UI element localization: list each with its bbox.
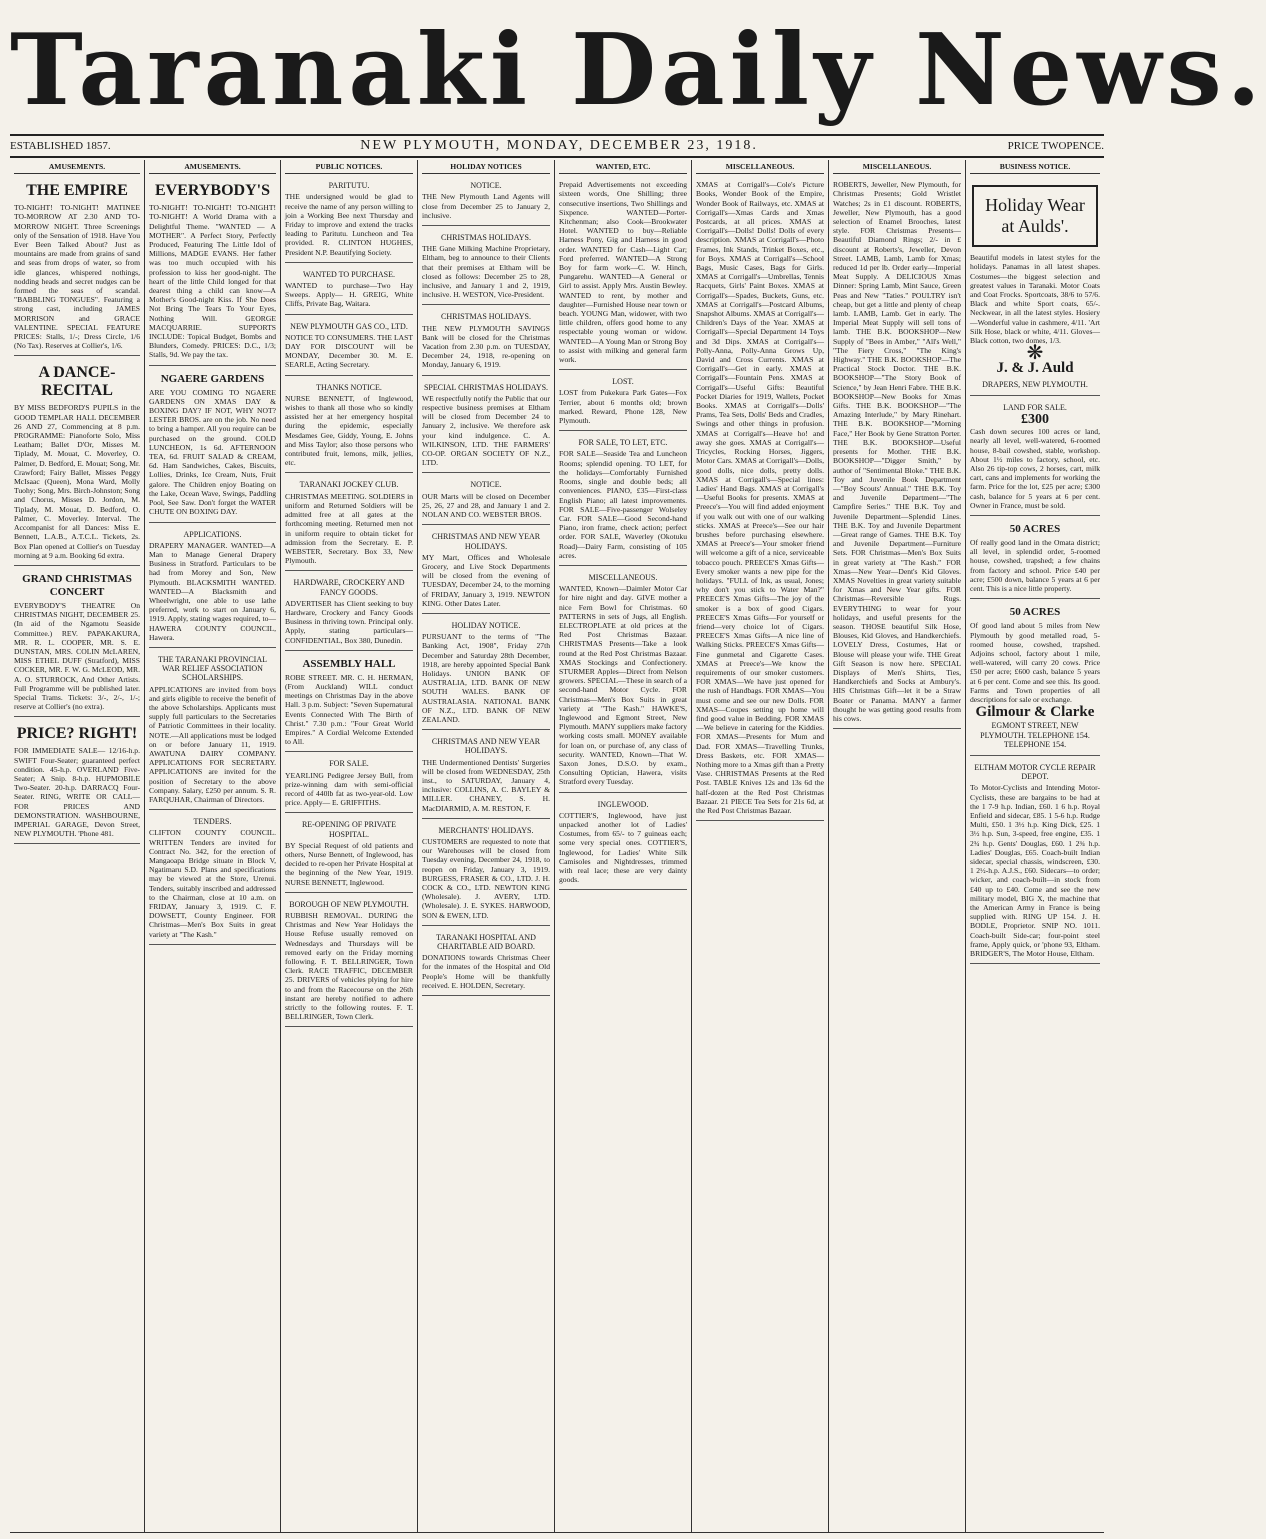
ad-body: CUSTOMERS are requested to note that our Warehouses will be closed from Tuesday evening, December 24, 1918, to reopen on Friday, January 3, 1919. BURGESS, FRASER & CO., LTD. J. H. COCK & CO., LTD. NEWTON KING (Wholesale). J. AVERY, LTD. (Wholesale). J. E. SYKES. HARWOOD, SON & EWEN, LTD. [422,836,550,920]
ad-empire [14,177,140,356]
ad-body: WE respectfully notify the Public that our respective business premises at Eltham will be closed from December 24 to January 2, inclusive. We therefore ask your kind indulgence. C. A. WILKINSON, LTD. THE FARMERS' CO-OP. ORGAN SOCIETY OF N.Z., LTD. [422,393,550,468]
column-heading: MISCELLANEOUS. [696,160,824,174]
ad-title: MISCELLANEOUS. [588,572,658,582]
land-price: £300 [1021,412,1049,428]
ad-title: BOROUGH OF NEW PLYMOUTH. [289,899,409,909]
ad-body: Cash down secures 100 acres or land, nearly all level, well-watered, 6-roomed house, 8-bail cowshed, stable, workshop. About 1½ miles to factory, school, etc. Also 26 tip-top cows, 2 horses, cart, milk cart, cans and implements for working the farm. Price for the lot, £25 per acre; £300 cash, balance for 5 years at 6 per cent. Owner in France, must be sold. [970,427,1100,510]
ad-body: CLIFTON COUNTY COUNCIL. WRITTEN Tenders are invited for Contract No. 342, for the erection of Mangaoapa Bridge situate in Block V, Ngatimaru S.D. Plans and specifications may be viewed at the Store, Urenui. Tenders, suitably inscribed and addressed to the Chairman, close at 10 a.m. on FRIDAY, January 3, 1919. C. F. DOWSETT, County Engineer. FOR Christmas—Men's Box Suits in great variety at "The Kash." [149,828,276,939]
holiday-eltham-premises [422,379,550,474]
ad-body: Of really good land in the Omata district; all level, in splendid order, 5-roomed house, cowshed, trapshed; a few chains from factory and school. Price £40 per acre; £500 down, balance 5 years at 6 per cent. This is a nice little property. [970,538,1100,594]
misc-corrigall-preece [696,177,824,821]
notice-assembly-hall [285,654,413,753]
ad-body: CHRISTMAS MEETING. SOLDIERS in uniform and Returned Soldiers will be admitted free at all gates at the forthcoming meeting. Returned men not in uniform require to obtain ticket for admission from the Secretary. E. P. WEBSTER, Secretary. Box 33, New Plymouth. [285,491,413,566]
price-label: PRICE TWOPENCE. [1007,140,1104,152]
ad-title: MERCHANTS' HOLIDAYS. [438,825,534,835]
ad-body: To Motor-Cyclists and Intending Motor-Cyclists, these are bargains to be had at the 1 7-9 h.p. Indian, £60. 1 6 h.p. Royal Enfield and sidecar, £85. 1 5-6 h.p. Rudge Multi, £50. 1 3½ h.p. King Dick, £25. 1 3½ h.p. Sun, 3-speed, free engine, £35. 1 2¾ h.p. Gents' Douglas, £60. 1 2¾ h.p. Ladies' Douglas, £65. Coach-built Indian sidecar, special chassis, windscreen, £30. 1 2½-h.p. A.J.S., £60. Sidecars—to order; wicker, and coach-built—in stock from £40 up to £40. Come and see the new military model, BIG X, the machine that the American Army in France is being supplied with. RING UP 154. J. H. BODLE, Proprietor. SNIP NO. 1011. Coach-built Side-car; four-point steel frame, Apply quick, or 'phone 93, Eltham. BRIDGER'S, The Motor House, Eltham. [970,783,1100,958]
ad-body: Prepaid Advertisements not exceeding sixteen words, One Shilling; three consecutive insertions, Two Shillings and Sixpence. WANTED—Porter-Kitchenman; also Cook—Brookwater Hotel. WANTED to buy—Reliable Harness Pony, Gig and Harness in good order. WANTED for Cash—Light Car; Ford preferred. WANTED—A Strong Boy for farm work—C. W. Hinch, Pungarehu. WANTED—A General or Girl to assist. Apply Mrs. Austin Bewley. WANTED to rent, by mother and daughter—Furnished House near town or beach. YOUNG Man, widower, with two little children, offers good home to any respectable young woman or widow. WANTED—A Young Man or Strong Boy to assist with milking and general farm work. [559,180,687,365]
holiday-savings-bank [422,308,550,375]
established-label: ESTABLISHED 1857. [10,140,111,152]
place-date: NEW PLYMOUTH, MONDAY, DECEMBER 23, 1918. [360,138,758,153]
holiday-wear-heading: Holiday Wear [985,195,1085,216]
ad-body: YEARLING Pedigree Jersey Bull, from prize-winning dam with semi-official record of 440lb fat as two-year-old. Low price. Apply— E. GRIFFITHS. [285,770,413,808]
ad-land-for-sale [970,399,1100,516]
column-1 [10,160,145,1532]
ad-title: PRICE? RIGHT! [16,725,138,743]
ad-title: NGAERE GARDENS [160,372,265,385]
holiday-marts [422,476,550,525]
ad-body: TO-NIGHT! TO-NIGHT! MATINEE TO-MORROW AT 2.30 AND TO-MORROW NIGHT. Three Screenings only of the Sensation of 1918. Have You Ever Been Talked About? Just as mountains are made from grains of sand and seas from drops of water, so from idle glances, whispered nothings, nodding heads and secret nudges can be formed the seas of scandal. "BABBLING TONGUES". Featuring a strong cast, including JAMES MORRISON and GRACE VALENTINE. SPECIAL FEATURE PRICES: Stalls, 1/-; Dress Circle, 1/6 (No Tax). Reserves at Collier's, 1/6. [14,203,140,351]
column-6 [692,160,829,1532]
holiday-wear-tail: at Aulds'. [1001,216,1069,237]
ad-body: THE NEW PLYMOUTH SAVINGS Bank will be closed for the Christmas Vacation from 2.30 p.m. on TUESDAY, December 24, 1918, re-opening on Monday, January 6, 1919. [422,323,550,370]
ad-body: OUR Marts will be closed on December 25, 26, 27 and 28, and January 1 and 2. NOLAN AND CO. WEBSTER BROS. [422,491,550,520]
ad-body: COTTIER'S, Inglewood, have just unpacked another lot of Ladies' Costumes, from 65/- to 7 guineas each; some very special ones. COTTIER'S, Inglewood, for Ladies' White Silk Camisoles and Nightdresses, trimmed with real lace; these are very dainty goods. [559,810,687,885]
ad-body: FOR IMMEDIATE SALE— 12/16-h.p. SWIFT Four-Seater; guaranteed perfect condition. 45-h.p. OVERLAND Five-Seater; A Snip. 8-h.p. HUPMOBILE Two-Seater. 20-h.p. DARRACQ Four-Seater. RING, WRITE OR CALL— FOR PRICES AND DEMONSTRATION. WASHBOURNE, IMPERIAL GARAGE, Devon Street, NEW PLYMOUTH. 'Phone 481. [14,746,140,839]
column-heading: BUSINESS NOTICE. [970,160,1100,174]
holiday-hospital-board [422,929,550,996]
ad-title: PARITUTU. [328,181,370,191]
column-5 [555,160,692,1532]
ad-title: HARDWARE, CROCKERY AND FANCY GOODS. [293,578,405,597]
firm-name: J. & J. Auld [996,360,1074,377]
ad-body: APPLICATIONS are invited from boys and girls eligible to receive the benefit of the above Scholarships. Applicants must supply full particulars to the Secretaries of Patriotic Committees in their locality. NOTE.—All applications must be lodged on or before January 11, 1919. AWATUNA DAIRY COMPANY. APPLICATIONS FOR SECRETARY. APPLICATIONS are invited for the position of Secretary to the above Company. Salary, £250 per annum. S. R. FARQUHAR, Chairman of Directors. [149,684,276,804]
ad-body: THE Undermentioned Dentists' Surgeries will be closed from WEDNESDAY, 25th inst., to SATURDAY, January 4, inclusive: COLLINS, A. C. BAYLEY & MILLER. CHANEY, S. H. MacDIARMID, A. M. RESTON, F. [422,757,550,813]
ad-50-acres-gilmour [970,602,1100,756]
ad-body: RUBBISH REMOVAL. DURING the Christmas and New Year Holidays the House Refuse usually removed on Wednesdays and Thursdays will be removed early on the Friday morning following. F. T. BELLRINGER, Town Clerk. RACE TRAFFIC, DECEMBER 25. DRIVERS of vehicles plying for hire to and from the Racecourse on the 26th instant are hereby notified to adhere strictly to the following routes. F. T. BELLRINGER, Town Clerk. [285,911,413,1022]
ad-body: EVERYBODY'S THEATRE On CHRISTMAS NIGHT, DECEMBER 25. (In aid of the Ngamotu Seaside Committee.) REV. PAPAKAKURA, MR. R. L. COOPER, MR. S. E. DUNSTAN, MRS. COLIN McLAREN, MISS ETHEL DUFF (Stratford), MISS COCKER, MR. F. W. G. McLEOD, MR. A. O. STURROCK, And Other Artists. Full Programme will be published later. Special Trams. Tickets: 3/-, 2/-, 1/-; reserve at Collier's (no extra). [14,600,140,712]
ad-body: NURSE BENNETT, of Inglewood, wishes to thank all those who so kindly assisted her at her emergency hospital during the epidemic, especially Mesdames Gee, Giddy, Young, E. Johns and Miss Taylor; also those persons who contributed fruit, lemons, milk, jellies, etc. [285,393,413,468]
ad-everybodys [149,177,276,365]
ad-title: LOST. [612,377,634,387]
ad-title: RE-OPENING OF PRIVATE HOSPITAL. [301,820,397,839]
column-2 [145,160,281,1532]
ad-title: CHRISTMAS HOLIDAYS. [441,233,531,243]
ad-title: 50 ACRES [1009,523,1061,536]
ad-body: FOR SALE—Seaside Tea and Luncheon Rooms; splendid opening. TO LET, for the holidays—Comfortably Furnished Rooms, single and double beds; all conveniences. PIANO, £35—First-class English Piano; all latest improvements. FOR SALE—Five-passenger Wolseley Car. FOR SALE—Good Second-hand Piano, iron frame, check action; perfect order. FOR SALE, Waverley (Okotuku Road)—Dairy Farm, consisting of 105 acres. [559,449,687,560]
notice-hardware [285,574,413,650]
ad-title: APPLICATIONS. [183,529,242,539]
ad-title: NOTICE. [470,480,502,490]
holiday-land-agents [422,177,550,226]
ad-title: FOR SALE. [329,759,369,769]
ad-title: TARANAKI JOCKEY CLUB. [299,480,399,490]
ad-christmas-concert [14,569,140,717]
ad-title: WANTED TO PURCHASE. [303,269,395,279]
ad-body: Of good land about 5 miles from New Plymouth by good metalled road, 5-roomed house, cowshed, trapshed. Adjoins school, factory about 1 mile, well-watered, will carry 20 cows. Price £50 per acre; £600 cash, balance 5 years at 6 per cent. Come and see this. Its good. Farms and Town properties of all descriptions for sale or exchange. [970,621,1100,704]
ad-title: A DANCE-RECITAL [38,364,116,400]
ad-dance-recital [14,359,140,565]
ad-body: ROBE STREET. MR. C. H. HERMAN, (From Auckland) WILL conduct meetings on Christmas Day in the above Hall. 3 p.m. Subject: "Seven Supernatural Events Connected With The Birth of Christ." 7.30 p.m.: "Four Great World Empires." A Cordial Welcome Extended to All. [285,672,413,747]
ad-title: CHRISTMAS AND NEW YEAR HOLIDAYS. [431,737,541,756]
ad-body: XMAS at Corrigall's—Cole's Picture Books, Wonder Book of the Empire, Wonder Book of Railways, etc. XMAS at Corrigall's—Xmas Cards and Xmas Postcards, at all prices. XMAS at Corrigall's—Dolls! Dolls! Dolls of every description. XMAS at Corrigall's—Photo Frames, Ink Stands, Trinket Boxes, etc., for Boys. XMAS at Corrigall's—School Bags, Music Cases, Bags for Girls. XMAS at Corrigall's—Umbrellas, Tennis Racquets, Girls' Paint Boxes. XMAS at Corrigall's—Spades, Buckets, Guns, etc. XMAS at Corrigall's—Postcard Albums, Snapshot Albums. XMAS at Corrigall's—Children's Days of the Year. XMAS at Corrigall's—Special Department 14 Toys and 3d Dips. XMAS at Corrigall's—Polly-Anna, Polly-Anna Grows Up, David and Cross Currents. XMAS at Corrigall's—Get in early. XMAS at Corrigall's—Fountain Pens. XMAS at Corrigall's—Useful Gifts: Beautiful Pocket Diaries for 1919, Wallets, Pocket Books. XMAS at Corrigall's—Dolls' Prams, Tea Sets, Dolls' Beds and Cradles, Swings and other things in profusion. XMAS at Corrigall's—Heave ho! and away she goes. XMAS at Corrigall's—Tricycles, Rocking Horses, Jiggers, Motor Cars. XMAS at Corrigall's—Dolls, good dolls, nice dolls, pretty dolls. XMAS at Corrigall's—Special lines: Ladies' Hand Bags. XMAS at Corrigall's—Useful Books for presents. XMAS at Preece's—You will find added enjoyment if you walk out with one of our walking sticks. XMAS at Preece's—See our hair brushes before purchasing elsewhere. XMAS at Preece's—Your smoker friend will welcome a gift of a nice, serviceable tobacco pouch. PREECE'S Xmas Gifts—Every smoker wants a new pipe for the holidays. "FULL of Ink, as usual, Jones; why don't you stick to Water Man?" PREECE'S Xmas Gifts—The joy of the smoker is a box of good Cigars. PREECE'S Xmas Gifts—For yourself or friend—very choice lot of Cigars. PREECE'S Xmas Gifts—A nice line of Walking Sticks. PREECE'S Xmas Gifts—Fine gunmetal and Cigarette Cases. XMAS at Preece's—We know the requirements of our smoker customers. FOR XMAS—We have just opened for the rush of Handbags. FOR XMAS—You must come and see our new Dolls. FOR XMAS—Coupes setting up home will find good value in Bedding. FOR XMAS—We believe in catering for the Kiddies. FOR XMAS—Presents for Mum and Dad. FOR XMAS—Travelling Trunks, Dress Baskets, etc. FOR XMAS—Nothing more to a Xmas gift than a Pretty Vase. CHRISTMAS Presents at the Red Post. TABLE Knives 12s and 13s 6d the half-dozen at the Red Post Christmas Bazaar. 21 PIECE Tea Sets for 21s 6d, at the Red Post Christmas Bazaar. [696,180,824,816]
column-3 [281,160,418,1532]
firm-sub: DRAPERS, NEW PLYMOUTH. [982,379,1088,389]
ad-title: LAND FOR SALE. [1003,402,1067,412]
masthead-title: Taranaki Daily News. [10,13,1266,128]
holiday-dentists [422,733,550,819]
ad-war-relief [149,651,276,810]
holiday-banking-act [422,617,550,730]
ornament-icon: ❋ [1026,342,1044,365]
holiday-gane-milking [422,229,550,305]
classified-for-sale [559,434,687,566]
ad-title: ELTHAM MOTOR CYCLE REPAIR DEPOT. [974,762,1096,782]
ad-body: DONATIONS towards Christmas Cheer for the inmates of the Hospital and Old People's Home will be thankfully received. E. HOLDEN, Secretary. [422,953,550,990]
ad-body: LOST from Pukekura Park Gates—Fox Terrier, about 6 months old; brown marked. Reward, Phone 128, New Plymouth. [559,388,687,426]
ad-eltham-motor-cycle [970,759,1100,964]
classified-miscellaneous [559,569,687,793]
ad-body: THE Gane Milking Machine Proprietary, Eltham, beg to announce to their Clients that their premises at Eltham will be closed as follows: December 25 to 28, inclusive, and January 1 and 2, 1919, inclusive. H. WESTON, Vice-President. [422,244,550,300]
ad-body: ARE YOU COMING TO NGAERE GARDENS ON XMAS DAY & BOXING DAY? IF NOT, WHY NOT? LESTER BROS. are on the job. No need to bring a hamper. All you require can be purchased on the ground. COLD LUNCHEON, 1s 6d. AFTERNOON TEA, 6d. FRUIT SALAD & CREAM, 6d. Ham Sandwiches, Cakes, Biscuits, Lollies, Drinks, Ice Cream, Nuts, Fruit galore. The Children enjoy Boating on the Lake, Ocean Wave, Swings, Paddling Pool, See Saw. Don't forget the WATER CHUTE ON BOXING DAY. [149,387,276,517]
ad-body: ADVERTISER has Client seeking to buy Hardware, Crockery and Fancy Goods Business in thriving town. Principal only. Apply, stating particulars— CONFIDENTIAL, Box 380, Dunedin. [285,598,413,645]
ad-aulds [970,177,1100,396]
notice-jockey-club [285,476,413,571]
column-heading: WANTED, ETC. [559,160,687,174]
ad-body: BY Special Request of old patients and others, Nurse Bennett, of Inglewood, has decided to re-open her Private Hospital at the beginning of the New Year, 1919. NURSE BENNETT, Inglewood. [285,840,413,887]
ad-applications [149,526,276,648]
ad-body: MY Mart, Offices and Wholesale Grocery, and Live Stock Departments will be closed from the evening of TUESDAY, December 24, to the morning of FRIDAY, January 3, 1919. NEWTON KING. Other Dates Later. [422,552,550,608]
ad-title: HOLIDAY NOTICE. [451,620,521,630]
ad-title: CHRISTMAS HOLIDAYS. [441,312,531,322]
column-4 [418,160,555,1532]
notice-thanks [285,379,413,474]
ad-body: THE New Plymouth Land Agents will close from December 25 to January 2, inclusive. [422,192,550,220]
ad-title: THANKS NOTICE. [316,382,382,392]
ad-title: INGLEWOOD. [597,799,649,809]
ad-price-right [14,720,140,844]
ad-body: BY MISS BEDFORD'S PUPILS in the GOOD TEMPLAR HALL DECEMBER 26 AND 27, Commencing at 8 p.m. PROGRAMME: Pianoforte Solo, Miss Leatham; Ballet D'Or, Misses M. Tiplady, M. Mouat, C. Moverley, O. Palmer, D. Bedford, E. Mouat; Song, Mr. Crawford; Fairy Ballet, Misses Peggy McIsaac (Queen), Mona Ward, Molly Tuohy; Song, Mrs. Birch-Johnston; Song and Chorus, Misses D. Jordon, M. Tiplady, M. Mouat, D. Bedford, O. Palmer, C. Moverley. Interval. The Accompanist for all Dances: Miss E. Bennett, L.A.B., A.T.C.L. Tickets, 2s. Box Plan opened at Collier's on Tuesday morning at 9 a.m. Booking 6d extra. [14,403,140,560]
ad-title: THE EMPIRE [26,182,128,200]
ad-body: THE undersigned would be glad to receive the name of any person willing to join a Working Bee next Thursday and Friday to improve and extend the tracks leading to Paritutu. Luncheon and Tea provided. R. CLINTON HUGHES, President N.P. Beautifying Society. [285,192,413,257]
ad-title: SPECIAL CHRISTMAS HOLIDAYS. [423,382,549,392]
classified-lost [559,373,687,431]
ad-50-acres-omata [970,519,1100,599]
ad-title: TENDERS. [193,817,232,827]
ad-body: Beautiful models in latest styles for the holidays. Panamas in all latest shapes. Costumes—the biggest selection and greatest values in Taranaki. Motor Coats and Coat Frocks. Sportcoats, 38/6 to 57/6. Black and white Sport coats, 65/-. Neckwear, in all the latest styles. Hosiery—Wonderful value in cashmere, 4/11. 'Art Silk Hose, black or white, 4/11. Gloves—Black cotton, two domes, 1/3. [970,253,1100,346]
ad-ngaere-gardens [149,369,276,523]
column-heading: AMUSEMENTS. [14,160,140,174]
firm-sub: EGMONT STREET, NEW PLYMOUTH. TELEPHONE 154. TELEPHONE 154. [980,721,1090,749]
column-heading: MISCELLANEOUS. [833,160,961,174]
holiday-wear-box [972,185,1098,247]
ad-body: WANTED to purchase—Two Hay Sweeps. Apply— H. GREIG, White Cliffs, Private Bag, Waitara. [285,281,413,309]
ad-body: ROBERTS, Jeweller, New Plymouth, for Christmas Presents; Gold Wristlet Watches; 2s in £1 discount. ROBERTS, Jeweller, New Plymouth, has a good selection of Enamel Brooches, latest style. FOR Christmas Presents—Beautiful Diamond Rings; 2/- in £ discount at Roberts's, Jeweller, Devon Street. LAMB, Lamb, Lamb for Xmas; reduced 1d per lb. Order early—Imperial Meat Supply. A DELICIOUS Xmas Dinner: Spring Lamb, Mint Sauce, Green Peas and New "Taties." POULTRY isn't cheap, but get a little and plenty of cheap lamb. LAMB, Lamb. Get in early. The Imperial Meat Supply will sell tons of lamb. THE B.K. BOOKSHOP—New Supply of "Bees in Amber," "All's Well," "The Fiery Cross," "The King's Highway." THE B.K. BOOKSHOP—The Practical Stock Doctor. THE B.K. BOOKSHOP—"The Story Book of Science," by Jean Henri Fabre. THE B.K. BOOKSHOP—New Books for Xmas Gifts. THE B.K. BOOKSHOP—"The Amazing Interlude," by Mary Rinehart. THE B.K. BOOKSHOP—"Morning Face," Her Book by Gene Stratton Porter. THE B.K. BOOKSHOP—Useful presents for Mother. THE B.K. BOOKSHOP—"Digger Smith," by author of "Sentimental Bloke." THE B.K. Toy and Juvenile Book Department—"Boy Scouts' Annual." THE B.K. Toy and Juvenile Department—"The Campfire Series." THE B.K. Toy and Juvenile Department—Splendid Lines. THE B.K. Toy and Juvenile Department—Great range of Games. THE B.K. Toy and Juvenile Department—Furniture Sets. FOR Christmas—Men's Box Suits in great variety at "The Kash." FOR Xmas—New Year—Dent's Kid Gloves. XMAS Novelties in great variety suitable for Xmas and New Year gifts. FOR Christmas—Reversible Rugs. EVERYTHING to wear for your holidays, and useful presents for the season. THOSE beautiful Silk Hose, Blouses, Kid Gloves, and Handkerchiefs. LOVELY Dress, Costumes, Hat or Blouse will please your wife. THE Great Gift Season is now here. SPECIAL Displays of Men's Shirts, Ties, Handkerchiefs and Socks at Ambury's. HIS Christmas Gift—let it be a Straw Boater or Panama. MANY a farmer thought he was getting good results from his cows. [833,180,961,723]
dateline [10,134,1104,158]
ad-body: DRAPERY MANAGER. WANTED—A Man to Manage General Drapery Business in Stratford. Particulars to be had from Morey and Son, New Plymouth. BLACKSMITH WANTED. WANTED—A Blacksmith and Wheelwright, one able to use lathe preferred, work to start on January 6, 1919. Apply, stating wages required, to— HAWERA COUNTY COUNCIL, Hawera. [149,540,276,642]
ad-tenders [149,813,276,945]
notice-private-hospital [285,816,413,892]
misc-roberts-bookshop [833,177,961,729]
ad-title: NEW PLYMOUTH GAS CO., LTD. [290,321,408,331]
column-8 [966,160,1104,1532]
ad-title: 50 ACRES [1009,606,1061,619]
ad-title: THE TARANAKI PROVINCIAL WAR RELIEF ASSOCIATION SCHOLARSHIPS. [158,654,267,683]
classified-wanted [559,177,687,370]
holiday-merchants [422,822,550,926]
ad-body: TO-NIGHT! TO-NIGHT! TO-NIGHT! TO-NIGHT! A World Drama with a Delightful Theme. "WANTED — A MOTHER". A Perfect Story, Perfectly Produced, Featuring The Little Idol of Millions, MADGE EVANS. Her father was too much occupied with his profession to kiss her good-night. The heart of the little Child longed for that dearest thing a child can know—A Mother's Good-night Kiss. If She Does Not Bring The Tears To Your Eyes, Nothing Will. GEORGE MACQUARRIE. SUPPORTS INCLUDE: Topical Budget, Bombs and Blunders, Comedy. PRICES: D.C., 1/3; Stalls, 9d. We pay the tax. [149,203,276,360]
ad-body: WANTED, Known—Daimler Motor Car for hire night and day. GIVE mother a nice Fern Bowl for Christmas. 60 PATTERNS in sets of Jugs, all English. ELECTROPLATE at old prices at the Red Post Christmas Bazaar. CHRISTMAS Presents—Take a look round at the Red Post Christmas Bazaar. XMAS Stockings and Confectionery. STURMER Apples—Direct from Nelson growers. SPECIAL—These in search of a second-hand Motor Cycle. FOR Christmas—Men's Box Suits in great variety at "The Kash." HAWKE'S, Inglewood and Egmont Street, New Plymouth. MANY suppliers make factory working costs small. MONEY available for loan on, or purchase of, any class of security. WANTED, Known—That W. Saxon Jones, D.S.O. by exam., Consulting Optician, Hawera, visits Stratford every Tuesday. [559,584,687,787]
ad-title: TARANAKI HOSPITAL AND CHARITABLE AID BOARD. [436,932,536,952]
notice-paritutu [285,177,413,263]
notice-wanted-purchase [285,266,413,315]
ad-title: CHRISTMAS AND NEW YEAR HOLIDAYS. [431,532,541,551]
ad-title: ASSEMBLY HALL [302,657,396,670]
ad-title: NOTICE. [470,181,502,191]
ad-title: FOR SALE, TO LET, ETC. [578,438,668,448]
column-heading: HOLIDAY NOTICES [422,160,550,174]
notice-for-sale [285,755,413,813]
column-heading: PUBLIC NOTICES. [285,160,413,174]
holiday-newton-king [422,528,550,614]
notice-gas-company [285,318,413,376]
notice-borough [285,896,413,1028]
column-heading: AMUSEMENTS. [149,160,276,174]
ad-title: EVERYBODY'S [154,182,270,200]
ad-body: NOTICE TO CONSUMERS. THE LAST DAY FOR DISCOUNT will be MONDAY, December 30. M. E. SEARLE, Acting Secretary. [285,332,413,370]
column-7 [829,160,966,1532]
ad-body: PURSUANT to the terms of "The Banking Act, 1908", Friday 27th December and Saturday 28th December, 1918, are hereby appointed Special Bank Holidays. UNION BANK OF AUSTRALIA, LTD. BANK OF NEW SOUTH WALES. BANK OF AUSTRALASIA. NATIONAL BANK OF N.Z., LTD. BANK OF NEW ZEALAND. [422,632,550,724]
firm-name: Gilmour & Clarke [975,704,1095,721]
columns-container [10,160,1104,1533]
classified-inglewood [559,796,687,891]
ad-title: GRAND CHRISTMAS CONCERT [22,572,132,598]
